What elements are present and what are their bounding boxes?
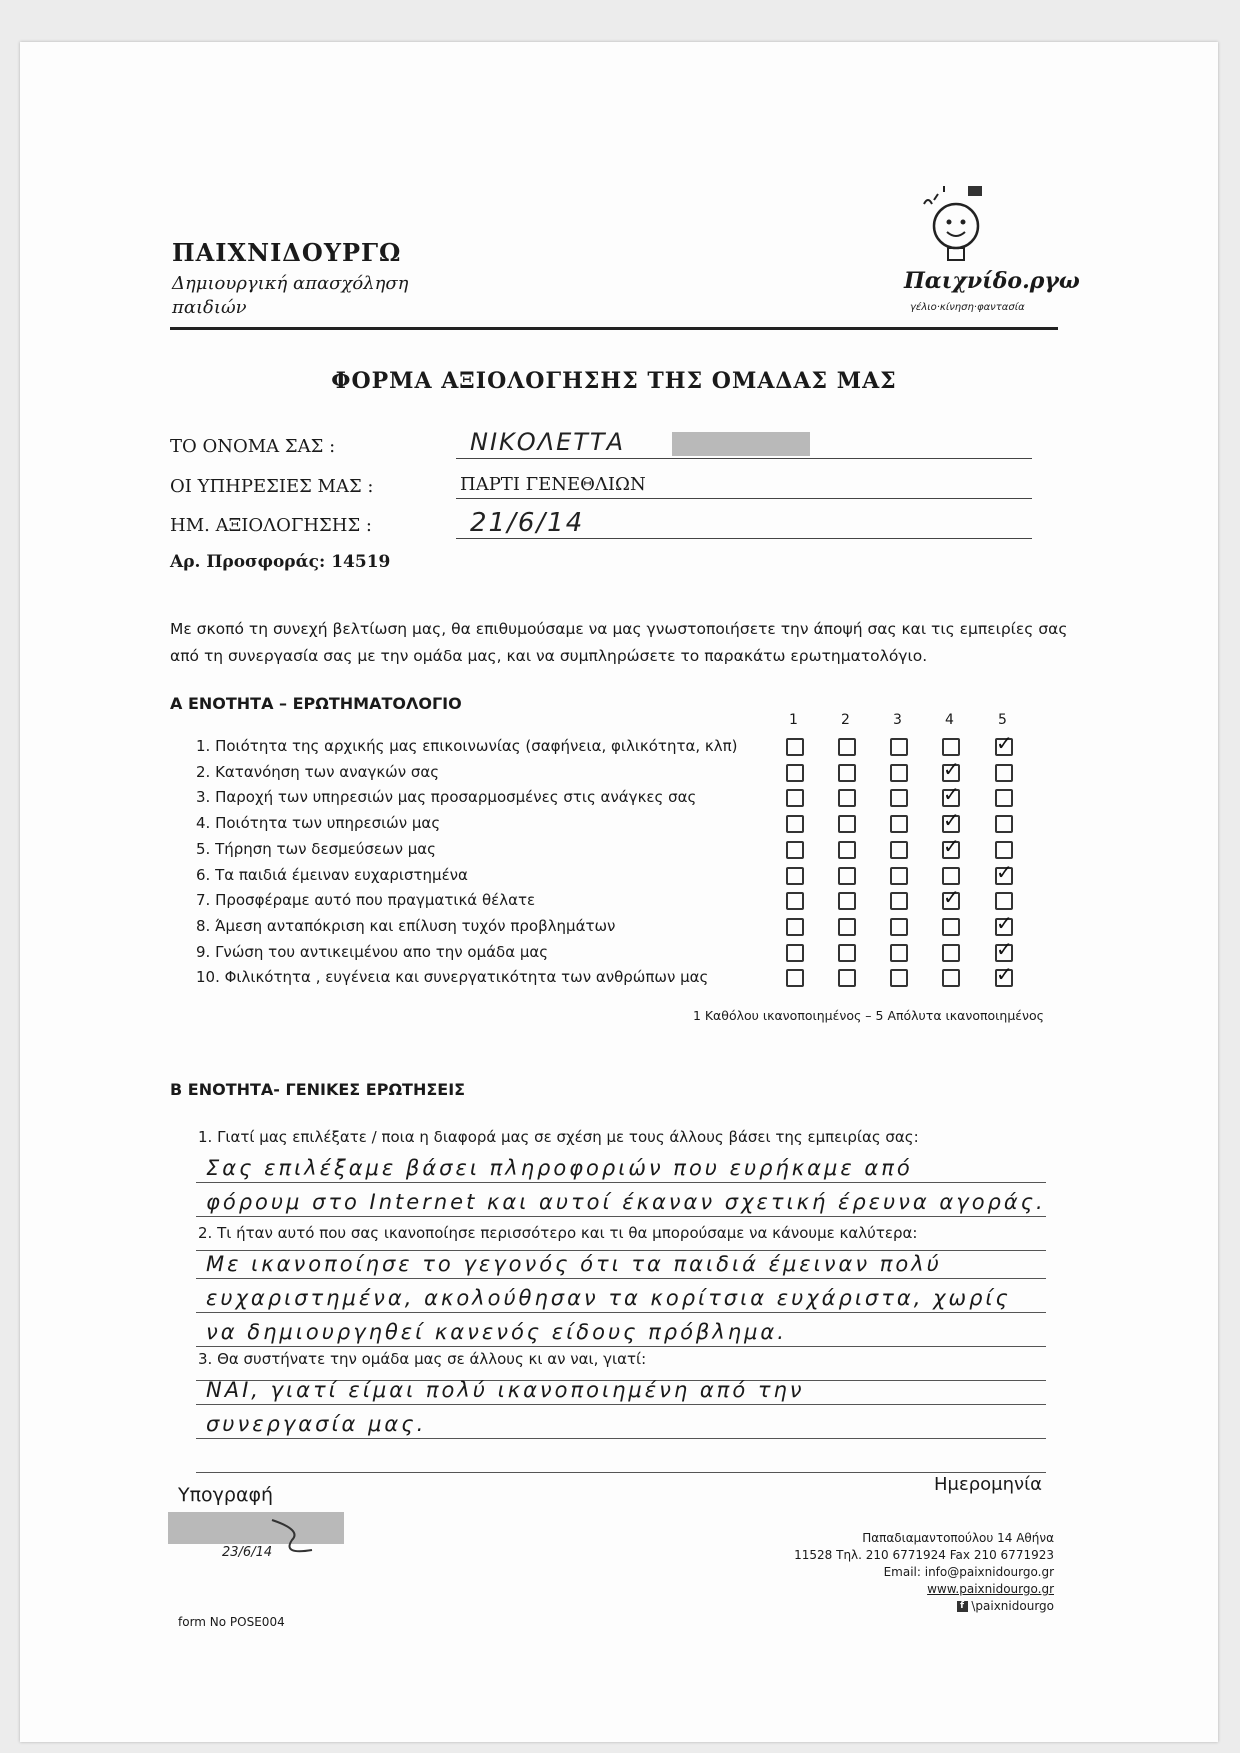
rating-checkbox[interactable]	[942, 918, 960, 936]
check-mark-icon: ✓	[943, 782, 960, 807]
rating-checkbox[interactable]	[890, 764, 908, 782]
rating-checkbox[interactable]	[838, 738, 856, 756]
scale-number-2: 2	[841, 712, 850, 728]
check-mark-icon: ✓	[996, 859, 1013, 884]
date-label: ΗΜ. ΑΞΙΟΛΟΓΗΣΗΣ :	[170, 515, 372, 536]
rating-checkbox[interactable]	[942, 944, 960, 962]
rating-checkbox[interactable]	[786, 789, 804, 807]
rating-checkbox[interactable]	[995, 892, 1013, 910]
services-value: ΠΑΡΤΙ ΓΕΝΕΘΛΙΩΝ	[460, 474, 646, 495]
scale-number-5: 5	[998, 712, 1007, 728]
handwritten-answer: Σας επιλέξαμε βάσει πληροφοριών που ευρήκαμε από	[206, 1156, 913, 1180]
lightbulb-logo-icon	[904, 176, 1054, 316]
question-text: 6. Τα παιδιά έμειναν ευχαριστημένα	[196, 865, 468, 884]
rating-checkbox[interactable]	[890, 841, 908, 859]
address-line-2: 11528 Τηλ. 210 6771924 Fax 210 6771923	[794, 1548, 1054, 1562]
question-text: 1. Ποιότητα της αρχικής μας επικοινωνίας (σαφήνεια, φιλικότητα, κλπ)	[196, 737, 738, 755]
rating-checkbox[interactable]	[995, 815, 1013, 833]
handwritten-answer: φόρουμ στο Internet και αυτοί έκαναν σχετική έρευνα αγοράς.	[206, 1190, 1046, 1214]
answer-line	[196, 1250, 1046, 1251]
handwritten-answer: Με ικανοποίησε το γεγονός ότι τα παιδιά έμειναν πολύ	[206, 1252, 942, 1276]
rating-checkbox[interactable]	[890, 738, 908, 756]
rating-checkbox[interactable]	[838, 841, 856, 859]
check-mark-icon: ✓	[943, 808, 960, 833]
rating-checkbox[interactable]	[890, 867, 908, 885]
rating-checkbox[interactable]	[786, 918, 804, 936]
rating-checkbox[interactable]	[786, 764, 804, 782]
rating-checkbox[interactable]	[786, 892, 804, 910]
facebook-line[interactable]	[760, 1598, 1054, 1615]
answer-line	[196, 1182, 1046, 1183]
rating-legend: 1 Καθόλου ικανοποιημένος – 5 Απόλυτα ικανοποιημένος	[692, 1008, 1044, 1023]
rating-checkbox[interactable]	[890, 892, 908, 910]
rating-checkbox[interactable]	[890, 789, 908, 807]
check-mark-icon: ✓	[943, 756, 960, 781]
rating-checkbox[interactable]	[786, 944, 804, 962]
answer-line	[196, 1278, 1046, 1279]
question-text: 9. Γνώση του αντικειμένου απο την ομάδα μας	[196, 942, 549, 961]
address-line-1: Παπαδιαμαντοπούλου 14 Αθήνα	[862, 1531, 1054, 1545]
rating-checkbox[interactable]	[838, 969, 856, 987]
answer-line	[196, 1472, 1046, 1473]
rating-checkbox[interactable]	[838, 789, 856, 807]
rating-checkbox[interactable]	[890, 815, 908, 833]
logo-slogan: γέλιο·κίνηση·φαντασία	[910, 302, 1025, 313]
signature-date: 23/6/14	[222, 1545, 273, 1560]
question-text: 8. Άμεση ανταπόκριση και επίλυση τυχόν προβλημάτων	[196, 916, 616, 935]
rating-checkbox[interactable]	[786, 867, 804, 885]
rating-checkbox[interactable]	[995, 789, 1013, 807]
handwritten-answer: να δημιουργηθεί κανενός είδους πρόβλημα.	[206, 1320, 787, 1344]
services-line	[456, 498, 1032, 499]
answer-line	[196, 1216, 1046, 1217]
scale-number-4: 4	[945, 712, 954, 728]
name-line	[456, 458, 1032, 459]
rating-checkbox[interactable]	[942, 867, 960, 885]
offer-number: Αρ. Προσφοράς: 14519	[170, 552, 391, 572]
check-mark-icon: ✓	[996, 962, 1013, 987]
answer-line	[196, 1346, 1046, 1347]
rating-checkbox[interactable]	[786, 841, 804, 859]
name-label: ΤΟ ΟΝΟΜΑ ΣΑΣ :	[170, 436, 336, 457]
check-mark-icon: ✓	[943, 885, 960, 910]
general-question-text: 3. Θα συστήνατε την ομάδα μας σε άλλους κι αν ναι, γιατί:	[198, 1350, 647, 1368]
form-number: form No POSE004	[178, 1615, 285, 1629]
question-text: 5. Τήρηση των δεσμεύσεων μας	[196, 839, 436, 858]
handwritten-answer: ευχαριστημένα, ακολούθησαν τα κορίτσια ευχάριστα, χωρίς	[206, 1286, 1011, 1310]
question-text: 2. Κατανόηση των αναγκών σας	[196, 762, 440, 781]
rating-checkbox[interactable]	[838, 867, 856, 885]
logo-wordmark: Παιχνίδο.ργω	[904, 268, 1080, 294]
contact-website[interactable]: www.paixnidourgo.gr	[927, 1582, 1054, 1596]
company-logo	[904, 176, 1054, 316]
question-text: 3. Παροχή των υπηρεσιών μας προσαρμοσμένες στις ανάγκες σας	[196, 788, 697, 807]
rating-checkbox[interactable]	[786, 738, 804, 756]
rating-checkbox[interactable]	[995, 841, 1013, 859]
rating-checkbox[interactable]	[995, 764, 1013, 782]
question-text: 4. Ποιότητα των υπηρεσιών μας	[196, 814, 441, 833]
rating-checkbox[interactable]	[942, 969, 960, 987]
rating-checkbox[interactable]	[890, 944, 908, 962]
rating-checkbox[interactable]	[838, 944, 856, 962]
answer-line	[196, 1404, 1046, 1405]
rating-checkbox[interactable]	[786, 969, 804, 987]
rating-checkbox[interactable]	[838, 892, 856, 910]
section-a-title: Α ΕΝΟΤΗΤΑ – ΕΡΩΤΗΜΑΤΟΛΟΓΙΟ	[170, 694, 462, 713]
facebook-icon: f	[957, 1601, 968, 1612]
scale-number-3: 3	[893, 712, 902, 728]
intro-paragraph: Με σκοπό τη συνεχή βελτίωση μας, θα επιθυμούσαμε να μας γνωστοποιήσετε την άποψή σας και τις εμπειρίες σας από τη συνεργασία σας με την ομάδα μας, και να συμπληρώσετε το παρακάτω ερωτηματολόγιο.	[170, 620, 1068, 665]
date-footer-label: Ημερομηνία	[934, 1474, 1043, 1495]
rating-checkbox[interactable]	[890, 969, 908, 987]
rating-checkbox[interactable]	[786, 815, 804, 833]
rating-checkbox[interactable]	[838, 764, 856, 782]
check-mark-icon: ✓	[996, 910, 1013, 935]
signature-label: Υπογραφή	[178, 1484, 274, 1506]
facebook-handle: \paixnidourgo	[971, 1599, 1054, 1613]
contact-email[interactable]: Email: info@paixnidourgo.gr	[883, 1565, 1054, 1579]
redacted-surname	[672, 432, 810, 456]
handwritten-answer: συνεργασία μας.	[206, 1412, 427, 1436]
form-title: ΦΟΡΜΑ ΑΞΙΟΛΟΓΗΣΗΣ ΤΗΣ ΟΜΑΔΑΣ ΜΑΣ	[331, 368, 897, 394]
date-line	[456, 538, 1032, 539]
rating-checkbox[interactable]	[838, 918, 856, 936]
rating-checkbox[interactable]	[890, 918, 908, 936]
check-mark-icon: ✓	[996, 936, 1013, 961]
contact-block	[760, 1530, 1054, 1615]
company-name: ΠΑΙΧΝΙΔΟΥΡΓΩ	[172, 238, 402, 267]
name-value: ΝΙΚΟΛΕΤΤΑ	[470, 428, 625, 456]
question-text: 10. Φιλικότητα , ευγένεια και συνεργατικότητα των ανθρώπων μας	[196, 968, 709, 987]
answer-line	[196, 1438, 1046, 1439]
section-b-title: Β ΕΝΟΤΗΤΑ- ΓΕΝΙΚΕΣ ΕΡΩΤΗΣΕΙΣ	[170, 1080, 466, 1099]
rating-checkbox[interactable]	[838, 815, 856, 833]
general-question-text: 1. Γιατί μας επιλέξατε / ποια η διαφορά μας σε σχέση με τους άλλους βάσει της εμπειρίας σας:	[198, 1128, 919, 1146]
header-divider	[170, 327, 1058, 330]
answer-line	[196, 1312, 1046, 1313]
handwritten-answer: ΝΑΙ, γιατί είμαι πολύ ικανοποιημένη από την	[206, 1378, 805, 1402]
scale-number-1: 1	[789, 712, 798, 728]
general-question-text: 2. Τι ήταν αυτό που σας ικανοποίησε περισσότερο και τι θα μπορούσαμε να κάνουμε καλύτερα:	[198, 1224, 918, 1242]
check-mark-icon: ✓	[996, 731, 1013, 755]
company-tagline: Δημιουργική απασχόληση παιδιών	[172, 273, 409, 318]
date-value: 21/6/14	[470, 508, 585, 538]
question-text: 7. Προσφέραμε αυτό που πραγματικά θέλατε	[196, 891, 536, 910]
services-label: ΟΙ ΥΠΗΡΕΣΙΕΣ ΜΑΣ :	[170, 476, 374, 497]
rating-checkbox[interactable]	[942, 738, 960, 756]
check-mark-icon: ✓	[943, 833, 960, 858]
